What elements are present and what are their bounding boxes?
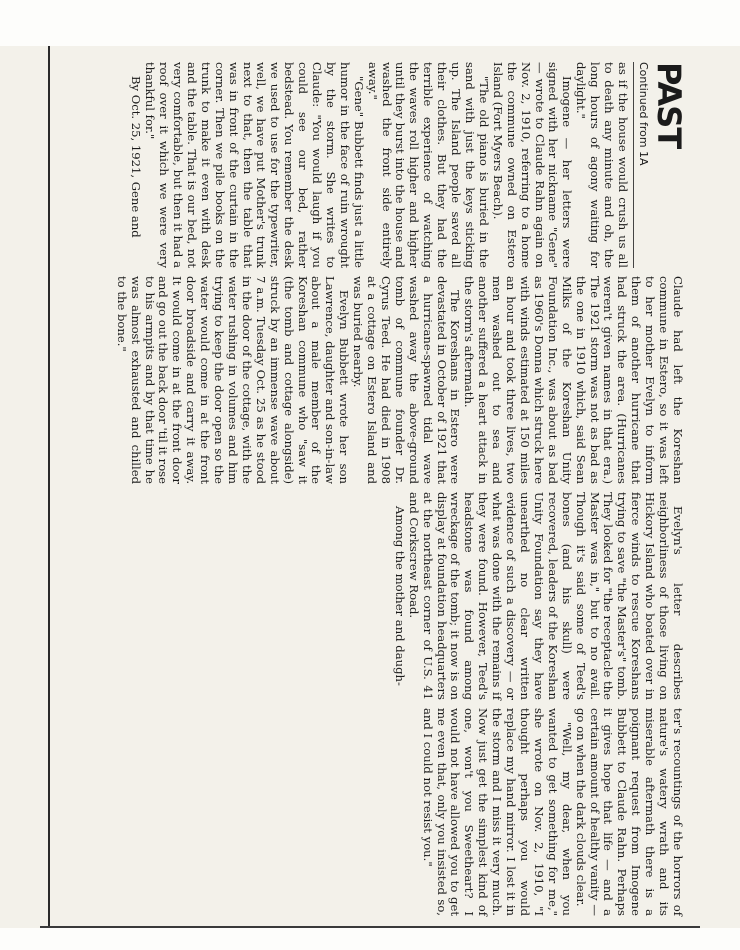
article-column-3 <box>392 492 684 700</box>
paragraph: as if the house would crush us all to death any minute and oh, the long hours of agony waiting for daylight." <box>574 62 630 268</box>
paragraph: ter's recountings of the horrors of nature's watery wrath and its miserable aftermath there is a poignant request from Imogene Bubbett to Claude Rahn. Perhaps it gives hope that life — and a certain amount of healthy vanity — go on when the dark clouds clear. <box>573 708 685 916</box>
article-column-1 <box>128 62 688 268</box>
paragraph: Evelyn Bubbett wrote her son Lawrence, daughter and son-in-law about a male member of the Koreshan commune who "saw it (the tomb and cottage alongside) struck by an immense wave about 7 a.m. Tuesday Oct. 25 as he stood in the door of the cottage, with the water rushing in volumes and him trying to keep the door open so the water would come in at the front door broadside and carry it away. It would come in at the front door and go out the back door 'til it rose to his armpits and by that time he was almost exhausted and chilled to the bone." <box>114 276 352 485</box>
continued-from-line: Continued from 1A <box>633 62 650 268</box>
paragraph: "The old piano is buried in the sand with just the keys sticking up. The Island people saved all their clothes. But they had the terrible experience of watching the waves roll higher and higher until they burst into the house and washed the front side entirely away." <box>365 62 491 268</box>
article-column-4 <box>420 708 684 916</box>
article-column-2 <box>114 276 684 484</box>
section-header: PAST <box>650 62 688 149</box>
paragraph: The Koreshans in Estero were devastated in October of 1921 that a hurricane-spawned tidal wave washed away the above-ground tomb of commune founder Dr. Cyrus Teed. He had died in 1908 at a cottage on Estero Island and was buried nearby. <box>351 276 463 484</box>
clipping-edge-right <box>40 926 700 928</box>
paragraph: Imogene — her letters were signed with her nickname "Gene" — wrote to Claude Rahn again on Nov. 2, 1910, referring to a home the commune owned on Estero Island (Fort Myers Beach). <box>490 62 575 268</box>
paragraph: "Gene" Bubbett finds just a little humor in the face of ruin wrought by the storm. She writes to Claude: "You would laugh if you could see our bed, rather bedstead. You remember the desk we used to use for the typewriter, well, we have put Mother's trunk next to that, then the table that was in front of the curtain in the corner. Then we pile books on the trunk to make it even with desk and the table. That is our bed, not very comfortable, but then it had a roof over it which we were very thankful for." <box>143 62 366 268</box>
scan-margin-left <box>0 0 740 46</box>
paragraph: By Oct. 25, 1921, Gene and <box>129 76 144 238</box>
paragraph: Claude had left the Koreshan commune in Estero, so it was left to her mother Evelyn to inform them of another hurricane that had struck the area. (Hurricanes weren't given names in that era.) The 1921 storm was not as bad as the one in 1910 which, said Sean Milks of the Koreshan Unity Foundation Inc., was about as bad as 1960's Donna which struck here with winds estimated at 150 miles an hour and took three lives, two men washed out to sea and another suffered a heart attack in the storm's aftermath. <box>462 276 685 484</box>
paragraph: Among the mother and daugh- <box>392 506 407 686</box>
scan-margin-right <box>0 928 740 950</box>
paragraph: "Well, my dear, when you wanted to get something for me," she wrote on Nov. 2, 1910, "I thought perhaps you would replace my hand mirror. I lost it in the storm and I miss it very much. Now just get the simplest kind of one, won't you Sweetheart? I would not have allowed you to get me even that, only you insisted so, and I could not resist you." <box>420 708 574 916</box>
paragraph: Evelyn's letter describes neighborliness of those living on Hickory Island who boated over in fierce winds to rescue Koreshans trying to save "the Master's" tomb. They looked for "the receptacle the Master was in," but to no avail. Though it's said some of Teed's bones (and his skull) were recovered, leaders of the Koreshan Unity Foundation say they have unearthed no clear written evidence of such a discovery — or what was done with the remains if they were found. However, Teed's headstone was found among wreckage of the tomb; it now is on display at foundation headquarters at the northeast corner of U.S. 41 and Corkscrew Road. <box>406 492 685 700</box>
clipping-edge-line <box>48 46 50 928</box>
